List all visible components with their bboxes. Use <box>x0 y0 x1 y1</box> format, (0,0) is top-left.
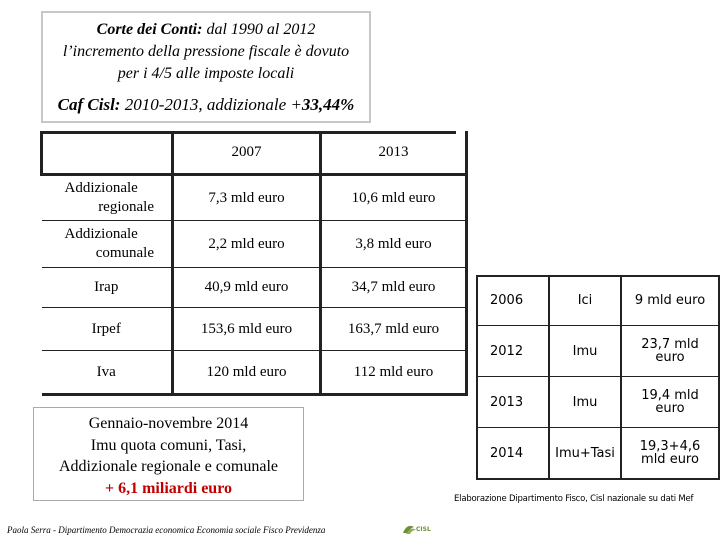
side-amount-line-2: mld euro <box>641 452 699 467</box>
note-line-1: Gennaio-novembre 2014 <box>88 415 249 432</box>
row-label-line-1: Addizionale <box>64 180 138 196</box>
table-row <box>477 428 719 480</box>
side-amount-line-2: euro <box>655 350 685 365</box>
side-year: 2006 <box>477 275 549 326</box>
note-line-4 <box>34 479 303 499</box>
side-amount <box>621 428 719 480</box>
side-tax: Imu <box>549 326 621 377</box>
table-row <box>42 175 467 221</box>
cell-2007: 120 mld euro <box>173 351 321 395</box>
title-line-4 <box>43 94 369 116</box>
footer-text: Paola Serra - Dipartimento Democrazia economica Economia sociale Fisco Previdenza <box>7 525 326 535</box>
title-line-4-value: 33,44% <box>301 95 355 114</box>
side-amount-line-2: euro <box>655 401 685 416</box>
note-line-2: Imu quota comuni, Tasi, <box>90 437 247 454</box>
cell-2013: 163,7 mld euro <box>321 308 467 351</box>
table-row <box>42 308 467 351</box>
main-table-header-2013: 2013 <box>321 131 467 175</box>
cell-2013: 3,8 mld euro <box>321 221 467 268</box>
main-table-header-row <box>42 131 467 175</box>
cell-2013: 34,7 mld euro <box>321 268 467 308</box>
row-label: Irap <box>42 268 173 308</box>
side-tax: Imu <box>549 377 621 428</box>
row-label-line-2: regionale <box>98 199 154 215</box>
side-year: 2012 <box>477 326 549 377</box>
cell-2013: 10,6 mld euro <box>321 175 467 221</box>
note-box <box>33 407 304 501</box>
side-tax: Imu+Tasi <box>549 428 621 480</box>
cell-2007: 7,3 mld euro <box>173 175 321 221</box>
source-note: Elaborazione Dipartimento Fisco, Cisl nazionale su dati Mef <box>454 494 694 504</box>
row-label: Iva <box>42 351 173 395</box>
main-table <box>40 131 468 396</box>
side-amount <box>621 275 719 326</box>
title-line-4-rest: 2010-2013, addizionale + <box>120 95 302 114</box>
side-year: 2013 <box>477 377 549 428</box>
table-row <box>42 268 467 308</box>
side-year: 2014 <box>477 428 549 480</box>
title-line-1-bold: Corte dei Conti: <box>96 21 203 38</box>
main-table-header-empty <box>42 131 173 175</box>
row-label: Irpef <box>42 308 173 351</box>
table-row <box>477 275 719 326</box>
title-line-4-bold: Caf Cisl: <box>57 95 121 114</box>
title-line-1 <box>43 19 369 40</box>
title-line-2: l’incremento della pressione fiscale è dovuto <box>62 43 350 60</box>
note-line-3: Addizionale regionale e comunale <box>58 458 278 475</box>
table-row <box>42 351 467 395</box>
cisl-logo-text: CISL <box>416 526 431 533</box>
row-label <box>42 175 173 221</box>
side-amount-line-1: 19,3+4,6 <box>639 439 701 454</box>
cell-2013: 112 mld euro <box>321 351 467 395</box>
table-row <box>477 326 719 377</box>
title-line-1-rest: dal 1990 al 2012 <box>202 21 316 38</box>
main-table-header-2007: 2007 <box>173 131 321 175</box>
cell-2007: 40,9 mld euro <box>173 268 321 308</box>
note-total-prefix: + <box>104 480 119 497</box>
cell-2007: 2,2 mld euro <box>173 221 321 268</box>
note-total-value: 6,1 miliardi euro <box>118 480 233 497</box>
cell-2007: 153,6 mld euro <box>173 308 321 351</box>
row-label-line-2: comunale <box>95 245 154 261</box>
side-amount-line-1: 19,4 mld <box>641 388 699 403</box>
title-line-3: per i 4/5 alle imposte locali <box>117 65 295 82</box>
side-amount <box>621 377 719 428</box>
side-amount-line-1: 9 mld euro <box>634 292 706 308</box>
row-label-line-1: Addizionale <box>64 226 138 242</box>
side-tax: Ici <box>549 275 621 326</box>
row-label <box>42 221 173 268</box>
side-table <box>476 275 720 480</box>
table-row <box>42 221 467 268</box>
side-amount <box>621 326 719 377</box>
side-amount-line-1: 23,7 mld <box>641 337 699 352</box>
title-box <box>41 11 371 123</box>
table-row <box>477 377 719 428</box>
